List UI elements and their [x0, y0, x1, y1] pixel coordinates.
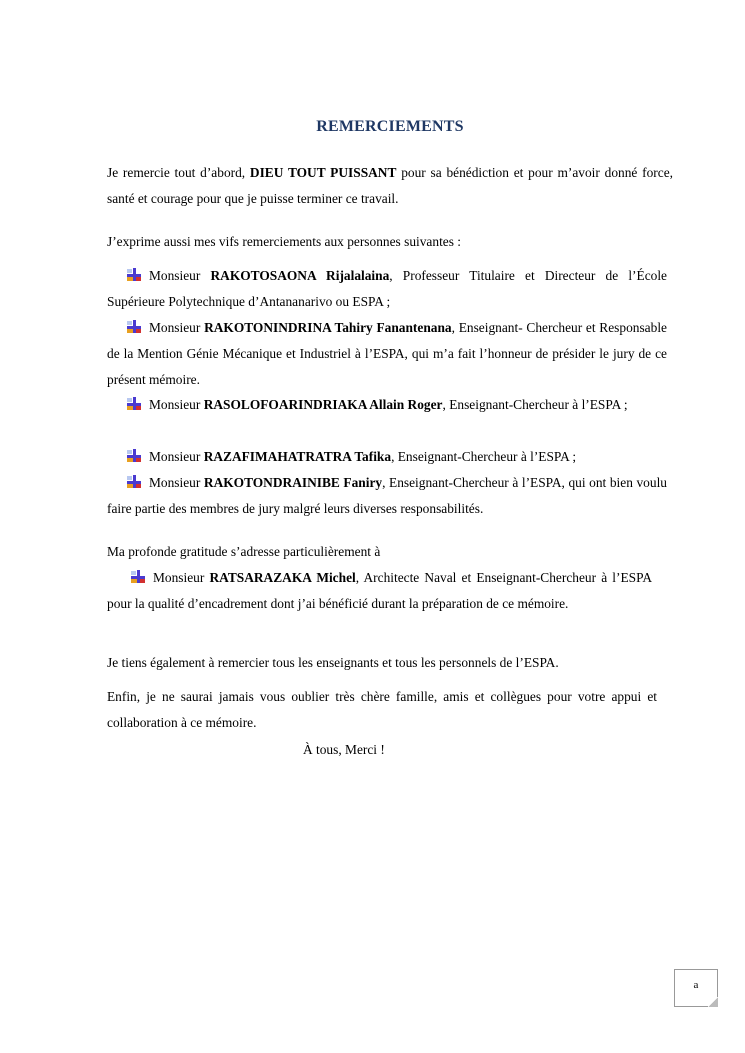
- person-name: RASOLOFOARINDRIAKA Allain Roger: [203, 397, 443, 412]
- intro-bold-text: DIEU TOUT PUISSANT: [249, 165, 397, 180]
- bullet-icon: [127, 397, 141, 410]
- person-item: [107, 315, 667, 393]
- person-description: , Enseignant-Chercheur à l’ESPA, qui ont bien voulu faire partie des membres de jury malgré leurs diverses responsabilités.: [107, 475, 667, 516]
- gratitude-paragraph: Ma profonde gratitude s’adresse particulièrement à: [107, 544, 381, 559]
- person-title: Monsieur: [149, 397, 204, 412]
- person-description: , Professeur Titulaire et Directeur de l’École Supérieure Polytechnique d’Antananarivo ou ESPA ;: [107, 268, 667, 309]
- page-number-box: [674, 969, 718, 1007]
- person-description: , Enseignant- Chercheur et Responsable de la Mention Génie Mécanique et Industriel à l’ESPA, qui m’a fait l’honneur de présider le jury de ce présent mémoire.: [107, 320, 667, 387]
- person-title: Monsieur: [149, 268, 211, 283]
- intro-text-start: Je remercie tout d’abord,: [107, 165, 250, 180]
- person-name: RAZAFIMAHATRATRA Tafika: [203, 449, 392, 464]
- person-description: , Enseignant-Chercheur à l’ESPA ;: [442, 397, 628, 412]
- person-item: [107, 263, 667, 315]
- closing-text: À tous, Merci !: [303, 742, 385, 757]
- page-curl-icon: [708, 997, 718, 1007]
- bullet-icon: [127, 475, 141, 488]
- person-item: [107, 444, 667, 470]
- person-name: RAKOTONDRAINIBE Faniry: [203, 475, 383, 490]
- person-title: Monsieur: [149, 449, 204, 464]
- supervisor-item: [107, 565, 652, 617]
- teachers-paragraph: Je tiens également à remercier tous les enseignants et tous les personnels de l’ESPA.: [107, 655, 559, 670]
- supervisor-name: RATSARAZAKA Michel: [209, 570, 356, 585]
- bullet-icon: [127, 320, 141, 333]
- express-paragraph: J’exprime aussi mes vifs remerciements aux personnes suivantes :: [107, 234, 462, 249]
- person-description: , Enseignant-Chercheur à l’ESPA ;: [391, 449, 577, 464]
- person-item: [107, 470, 667, 522]
- bullet-icon: [127, 268, 141, 281]
- person-title: Monsieur: [149, 475, 204, 490]
- family-paragraph: Enfin, je ne saurai jamais vous oublier très chère famille, amis et collègues pour votre appui et collaboration à ce mémoire.: [107, 689, 657, 730]
- supervisor-description: , Architecte Naval et Enseignant-Chercheur à l’ESPA pour la qualité d’encadrement dont j’ai bénéficié durant la préparation de ce mémoire.: [107, 570, 652, 611]
- supervisor-title: Monsieur: [153, 570, 210, 585]
- intro-paragraph: [107, 160, 673, 212]
- page-number: a: [693, 979, 699, 991]
- person-name: RAKOTONINDRINA Tahiry Fanantenana: [204, 320, 452, 335]
- bullet-icon: [131, 570, 145, 583]
- person-title: Monsieur: [149, 320, 205, 335]
- page-title: REMERCIEMENTS: [316, 118, 464, 135]
- intro-text-end: pour sa bénédiction et pour m’avoir donné force, santé et courage pour que je puisse terminer ce travail.: [107, 165, 673, 206]
- bullet-icon: [127, 449, 141, 462]
- person-item: [107, 392, 667, 418]
- person-name: RAKOTOSAONA Rijalalaina: [210, 268, 390, 283]
